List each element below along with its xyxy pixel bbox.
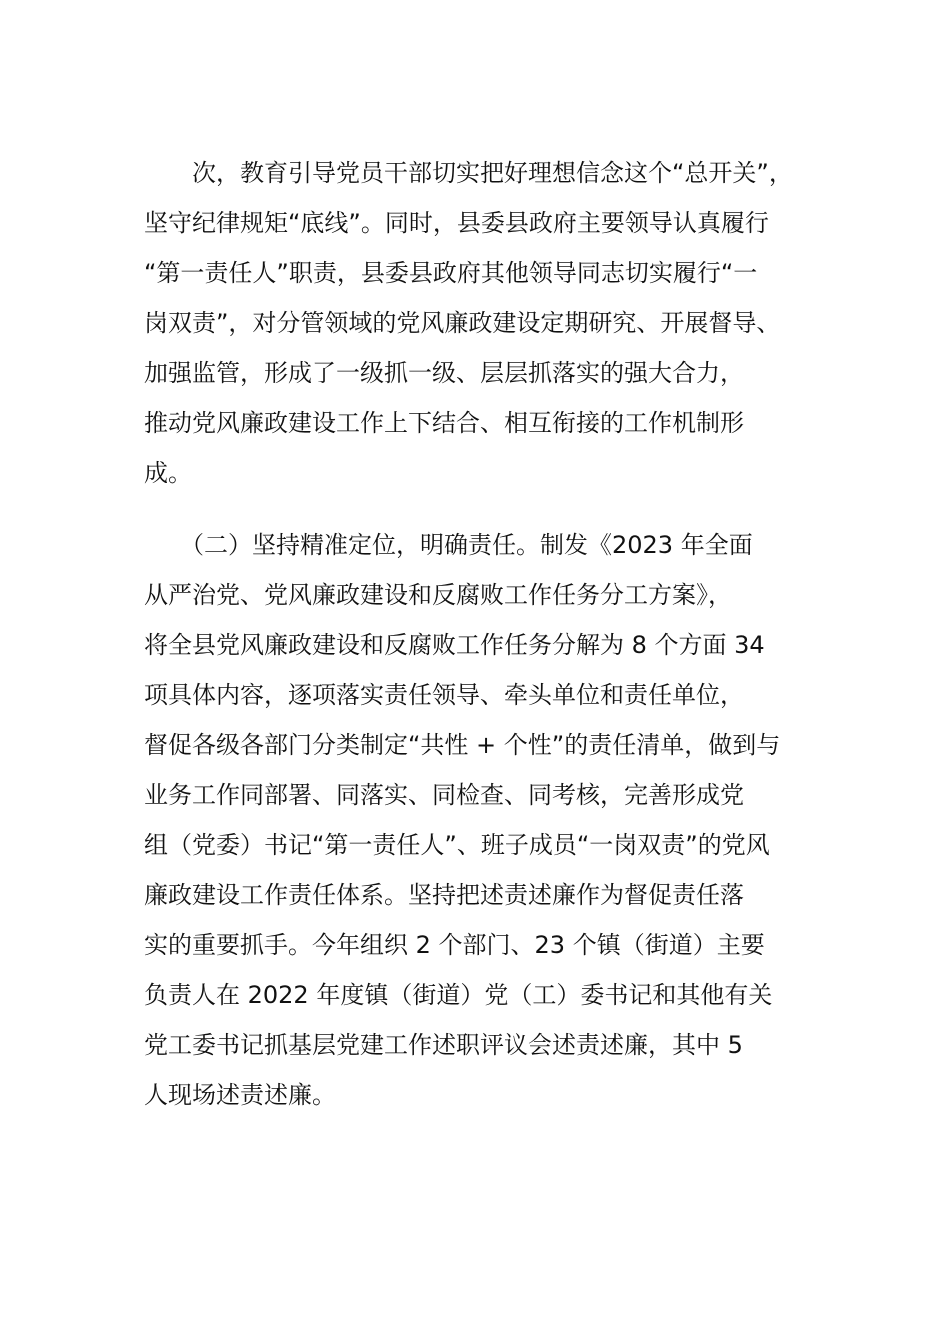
paragraph-1: [144, 148, 814, 498]
text-line: 岗双责”，对分管领域的党风廉政建设定期研究、开展督导、: [144, 309, 781, 337]
text-line: 从严治党、党风廉政建设和反腐败工作任务分工方案》，: [144, 581, 732, 609]
text-line: 廉政建设工作责任体系。坚持把述责述廉作为督促责任落: [144, 881, 744, 909]
text-line: 坚守纪律规矩“底线”。同时，县委县政府主要领导认真履行: [144, 209, 769, 237]
text-line: “第一责任人”职责，县委县政府其他领导同志切实履行“一: [144, 259, 758, 287]
text-line: （二）坚持精准定位，明确责任。制发《2023 年全面: [144, 531, 753, 559]
text-line: 督促各级各部门分类制定“共性 + 个性”的责任清单，做到与: [144, 731, 781, 759]
text-line: 成。: [144, 459, 192, 487]
paragraph-2: [144, 520, 814, 1120]
text-line: 组（党委）书记“第一责任人”、班子成员“一岗双责”的党风: [144, 831, 770, 859]
text-line: 党工委书记抓基层党建工作述职评议会述责述廉，其中 5: [144, 1031, 743, 1059]
text-line: 将全县党风廉政建设和反腐败工作任务分解为 8 个方面 34: [144, 631, 765, 659]
text-line: 次，教育引导党员干部切实把好理想信念这个“总开关”，: [144, 159, 793, 187]
text-line: 项具体内容，逐项落实责任领导、牵头单位和责任单位，: [144, 681, 744, 709]
text-line: 人现场述责述廉。: [144, 1081, 336, 1109]
text-line: 推动党风廉政建设工作上下结合、相互衔接的工作机制形: [144, 409, 744, 437]
text-line: 业务工作同部署、同落实、同检查、同考核，完善形成党: [144, 781, 744, 809]
text-line: 负责人在 2022 年度镇（街道）党（工）委书记和其他有关: [144, 981, 773, 1009]
text-line: 加强监管，形成了一级抓一级、层层抓落实的强大合力，: [144, 359, 744, 387]
text-line: 实的重要抓手。今年组织 2 个部门、23 个镇（街道）主要: [144, 931, 765, 959]
